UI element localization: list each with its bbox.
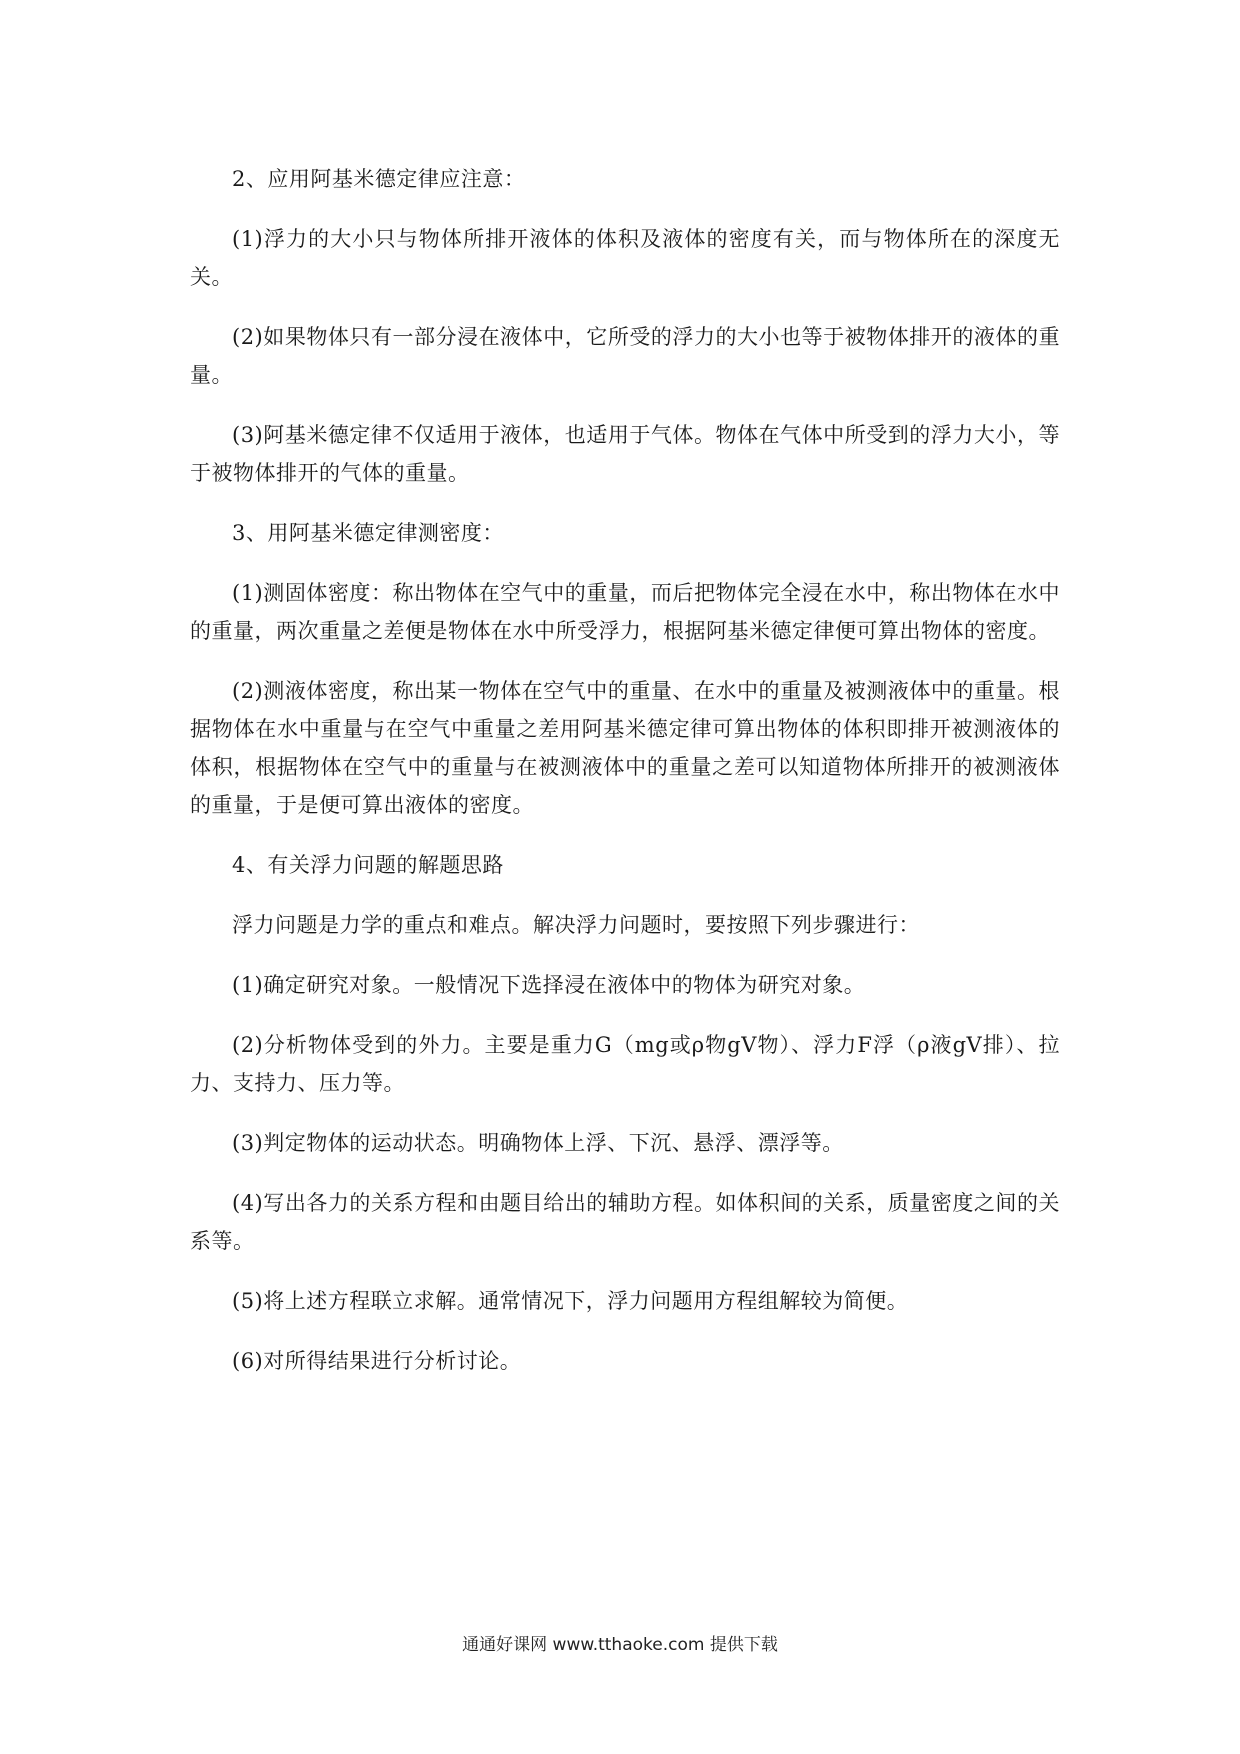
intro-paragraph: 浮力问题是力学的重点和难点。解决浮力问题时，要按照下列步骤进行： [232, 913, 920, 937]
step-item-4: (4)写出各力的关系方程和由题目给出的辅助方程。如体积间的关系，质量密度之间的关系等。 [190, 1191, 1060, 1253]
section-heading-4: 4、有关浮力问题的解题思路 [232, 853, 504, 877]
page-footer: 通通好课网 www.tthaoke.com 提供下载 [462, 1635, 778, 1655]
note-item-1: (1)浮力的大小只与物体所排开液体的体积及液体的密度有关，而与物体所在的深度无关。 [190, 227, 1060, 289]
step-item-5: (5)将上述方程联立求解。通常情况下，浮力问题用方程组解较为简便。 [232, 1289, 909, 1313]
section-heading-3: 3、用阿基米德定律测密度： [232, 521, 504, 545]
step-item-2: (2)分析物体受到的外力。主要是重力G（mg或ρ物gV物）、浮力F浮（ρ液gV排）、拉力、支持力、压力等。 [190, 1033, 1060, 1095]
step-item-3: (3)判定物体的运动状态。明确物体上浮、下沉、悬浮、漂浮等。 [232, 1131, 844, 1155]
step-item-1: (1)确定研究对象。一般情况下选择浸在液体中的物体为研究对象。 [232, 973, 866, 997]
document-body [190, 160, 1060, 1402]
density-item-2: (2)测液体密度，称出某一物体在空气中的重量、在水中的重量及被测液体中的重量。根据物体在水中重量与在空气中重量之差用阿基米德定律可算出物体的体积即排开被测液体的体积，根据物体在空气中的重量与在被测液体中的重量之差可以知道物体所排开的被测液体的重量，于是便可算出液体的密度。 [190, 679, 1060, 817]
section-heading-2: 2、应用阿基米德定律应注意： [232, 167, 526, 191]
step-item-6: (6)对所得结果进行分析讨论。 [232, 1349, 522, 1373]
note-item-2: (2)如果物体只有一部分浸在液体中，它所受的浮力的大小也等于被物体排开的液体的重量。 [190, 325, 1060, 387]
note-item-3: (3)阿基米德定律不仅适用于液体，也适用于气体。物体在气体中所受到的浮力大小，等于被物体排开的气体的重量。 [190, 423, 1060, 485]
density-item-1: (1)测固体密度：称出物体在空气中的重量，而后把物体完全浸在水中，称出物体在水中的重量，两次重量之差便是物体在水中所受浮力，根据阿基米德定律便可算出物体的密度。 [190, 581, 1060, 643]
